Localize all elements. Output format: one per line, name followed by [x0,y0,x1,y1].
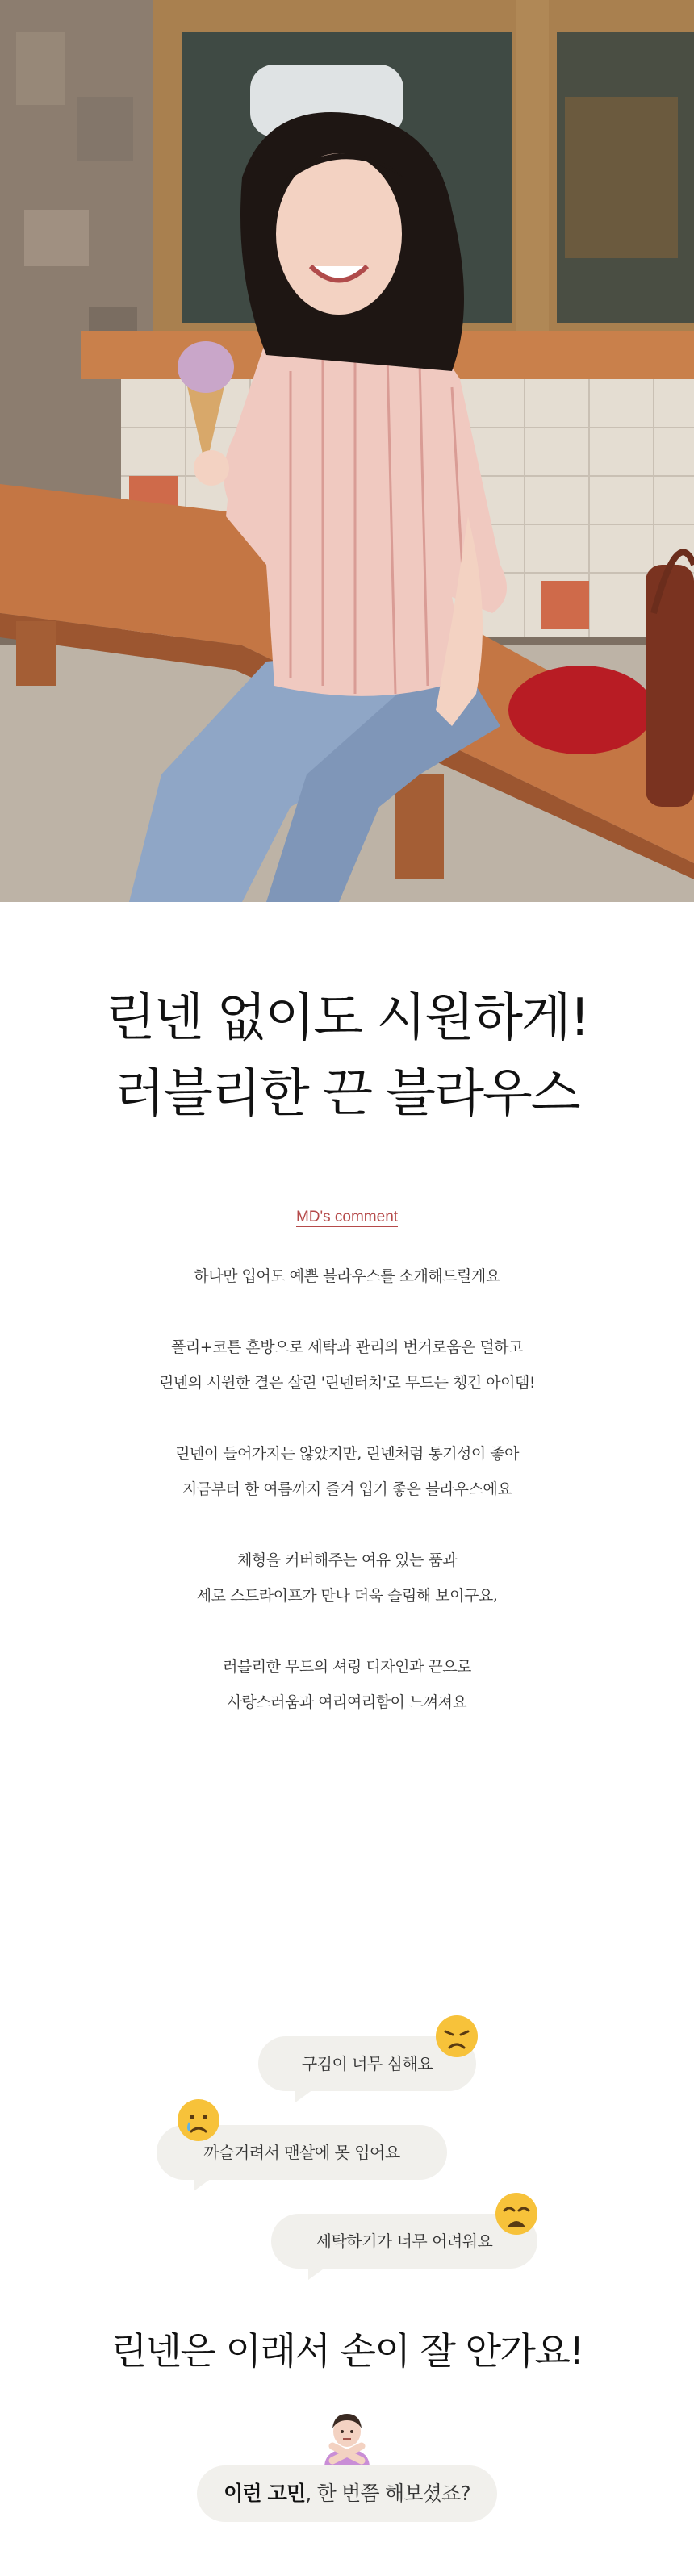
md-paragraph-2 [0,1330,694,1401]
bubble-tail [295,2090,313,2102]
question-rest: , 한 번쯤 해보셨죠? [305,2482,470,2505]
md-comment-body [0,1259,694,1756]
md-line: 사랑스러움과 여리여리함이 느껴져요 [227,1693,467,1711]
md-paragraph-1 [0,1259,694,1294]
md-paragraph-5 [0,1649,694,1720]
md-line: 린넨이 들어가지는 않았지만, 린넨처럼 통기성이 좋아 [174,1445,520,1463]
md-paragraph-4 [0,1543,694,1614]
linen-problem-title: 린넨은 이래서 손이 잘 안가요! [111,2329,583,2373]
bubble-tail [194,2178,211,2191]
md-line: 하나만 입어도 예쁜 블라우스를 소개해드릴게요 [194,1267,500,1285]
hero-photo [0,0,694,902]
bubble-tail [308,2267,326,2280]
headline-line-2: 러블리한 끈 블라우스 [115,1064,579,1124]
person-gesturing-no-icon [318,2407,376,2465]
md-line: 지금부터 한 여름까지 즐겨 입기 좋은 블라우스에요 [182,1480,512,1498]
question-pill [197,2465,497,2522]
weary-face-icon [494,2191,539,2236]
md-line: 세로 스트라이프가 만나 더욱 슬림해 보이구요, [196,1587,498,1605]
md-line: 체형을 커버해주는 여유 있는 품과 [236,1551,458,1569]
complaint-text: 구김이 너무 심해요 [301,2054,433,2073]
complaint-text: 까슬거려서 맨살에 못 입어요 [203,2143,400,2162]
md-line: 폴리+코튼 혼방으로 세탁과 관리의 번거로움은 덜하고 [171,1338,523,1356]
question-bold: 이런 고민 [224,2482,306,2505]
md-comment-label-text: MD's comment [295,1209,399,1225]
disappointed-face-icon [434,2014,479,2059]
model-photo-illustration [0,0,694,902]
crying-face-icon [176,2098,221,2143]
headline-line-1: 린넨 없이도 시원하게! [105,988,589,1048]
md-paragraph-3 [0,1436,694,1507]
md-line: 린넨의 시원한 결은 살린 '린넨터치'로 무드는 챙긴 아이템! [159,1374,535,1392]
md-line: 러블리한 무드의 셔링 디자인과 끈으로 [223,1658,471,1676]
md-comment-label [0,1209,694,1226]
complaint-text: 세탁하기가 너무 어려워요 [316,2232,493,2251]
product-headline [0,980,694,1132]
